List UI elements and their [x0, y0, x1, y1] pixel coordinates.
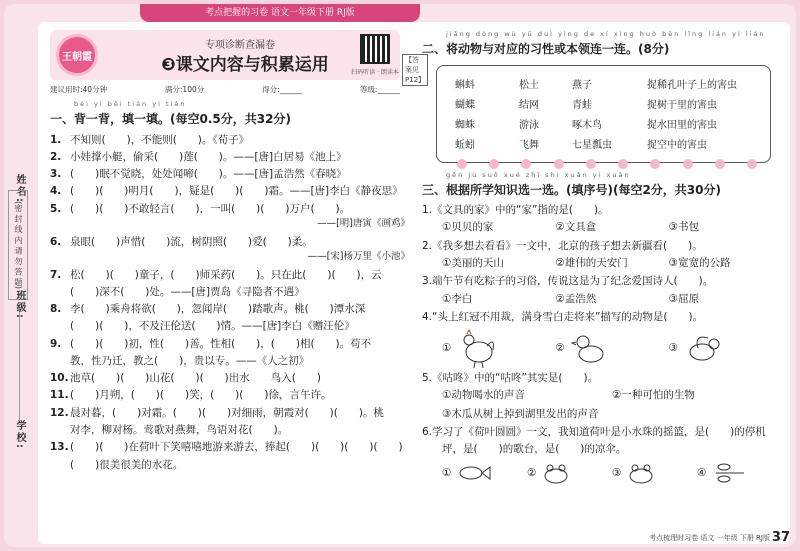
- option[interactable]: ③屈原: [668, 292, 700, 305]
- ability-column: [647, 76, 737, 156]
- question-text[interactable]: ( )( )初，性( )善。性相( )，( )相( )。苟不: [70, 337, 372, 350]
- section-title: 一、背一背，填一填。(每空0.5分，共32分): [50, 112, 291, 126]
- student-info-sidebar: [6, 170, 30, 550]
- rooster-icon: [457, 328, 497, 368]
- question-text[interactable]: ( )( )不敢轻言( )，一叫( )( )万户( )。: [70, 202, 351, 215]
- options: [442, 406, 782, 422]
- question: [50, 183, 410, 199]
- question-text[interactable]: ( )很美很美的水花。: [70, 458, 184, 471]
- option[interactable]: ③: [669, 330, 782, 366]
- section-pinyin: gēn jù suǒ xué zhī shi xuǎn yi xuǎn: [446, 170, 631, 179]
- question: 4.“头上红冠不用裁，满身雪白走将来”描写的动物是( )。: [422, 310, 704, 323]
- question: [50, 284, 410, 300]
- section-pinyin: bèi yi bèi tián yi tián: [74, 100, 187, 108]
- matching-box: [436, 65, 771, 163]
- score-field[interactable]: 得分:______: [262, 85, 303, 94]
- question: [50, 166, 410, 182]
- option[interactable]: ③木瓜从树上掉到湖里发出的声音: [442, 407, 599, 420]
- fish-icon: [457, 463, 491, 483]
- grade-field[interactable]: 等级:______: [359, 85, 400, 94]
- option[interactable]: ②: [527, 462, 612, 484]
- question: [50, 353, 410, 369]
- match-item[interactable]: 青蛙: [572, 99, 592, 111]
- options: [442, 219, 782, 235]
- match-item[interactable]: 蚯蚓: [455, 139, 475, 151]
- option[interactable]: ①动物喝水的声音: [442, 389, 525, 402]
- question: [50, 370, 410, 386]
- question-number: 2.: [50, 150, 62, 163]
- question-text[interactable]: ( )月朔，( )( )笑，( )( )徐，言午许。: [70, 389, 332, 402]
- question: [50, 439, 410, 455]
- answer-reference: 【答案见P12】: [402, 54, 428, 86]
- section-pinyin: jiāng dòng wù yǔ duì yìng de xí xìng huò běn lǐng lián yi lián: [446, 30, 766, 38]
- question-text[interactable]: ( )眠不觉晓，处处闻啼( )。——[唐]孟浩然《春晓》: [70, 168, 347, 181]
- match-item[interactable]: 蝌蚪: [455, 79, 475, 91]
- option[interactable]: ②一种可怕的生物: [612, 389, 695, 402]
- page-number: 37: [771, 530, 790, 545]
- question: 5.《咕咚》中的“咕咚”其实是( )。: [422, 372, 599, 385]
- question-text[interactable]: 松( )( )童子，( )师采药( )。只在此( )( )，云: [70, 268, 382, 281]
- question-number: 11.: [50, 389, 69, 402]
- match-item[interactable]: 捉树干里的害虫: [647, 99, 717, 111]
- animal-column: [455, 76, 475, 156]
- question: [50, 318, 410, 334]
- question-text[interactable]: ——[宋]杨万里《小池》: [307, 250, 410, 262]
- footer-text: 考点梳理时习卷 语文 一年级 下册 RJ版: [649, 534, 770, 542]
- question: [50, 405, 410, 421]
- question-number: [50, 284, 70, 300]
- question-text[interactable]: 对李，柳对杨。莺歌对燕舞，鸟语对花( )。: [70, 424, 289, 437]
- question: 6.学习了《荷叶圆圆》一文，我知道荷叶是小水珠的摇篮，是( )的停机: [422, 425, 766, 438]
- question-number: 1.: [50, 133, 62, 146]
- worksheet-header: [50, 30, 426, 84]
- question: [50, 267, 410, 283]
- option[interactable]: ③宽宽的公路: [668, 256, 731, 269]
- question-number: [50, 457, 70, 473]
- question-text[interactable]: 泉眼( )声惜( )流，树阴照( )爱( )柔。: [70, 235, 313, 248]
- question: [50, 422, 410, 438]
- question-text[interactable]: ( )深不( )处。——[唐]贾岛《寻隐者不遇》: [70, 285, 305, 298]
- option[interactable]: ①美丽的天山: [442, 256, 504, 269]
- option[interactable]: ③书包: [668, 221, 700, 234]
- exam-meta: [50, 84, 400, 95]
- frog-icon: [542, 462, 570, 484]
- option[interactable]: ①贝贝的家: [442, 221, 494, 234]
- question-text[interactable]: 晨对暮，( )对霜。( )( )对细雨，朝霞对( )( )。桃: [70, 406, 384, 419]
- question-source: [50, 250, 410, 265]
- question-number: 10.: [50, 372, 69, 385]
- suggested-time: 建议用时:40分钟: [50, 85, 108, 94]
- duckling-icon: [571, 330, 607, 366]
- habit-column: [519, 76, 539, 156]
- name-label: 姓名:: [14, 174, 25, 204]
- option[interactable]: ①: [442, 328, 555, 368]
- question-number: 6.: [50, 235, 62, 248]
- decoration: [457, 159, 757, 169]
- question: [50, 457, 410, 473]
- frog-icon: [627, 462, 655, 484]
- question-text[interactable]: ( )( )明月( )，疑是( )( )霜。——[唐]李白《静夜思》: [70, 185, 403, 198]
- option[interactable]: ③: [612, 462, 697, 484]
- question-number: 3.: [50, 168, 62, 181]
- option[interactable]: ④: [697, 462, 782, 484]
- header-subtitle: 专项诊断查漏卷: [205, 40, 275, 51]
- school-label: 学校:: [14, 420, 25, 450]
- match-item[interactable]: 啄木鸟: [572, 119, 602, 131]
- question-number: 13.: [50, 441, 69, 454]
- option[interactable]: ②文具盒: [555, 221, 597, 234]
- section-one: [50, 100, 410, 474]
- match-item[interactable]: 捉空中的害虫: [647, 139, 707, 151]
- question-text[interactable]: 不知则( )，不能则( )。《荀子》: [70, 133, 250, 146]
- question: 1.《文具的家》中的“家”指的是( )。: [422, 204, 609, 217]
- question: [50, 387, 410, 403]
- question-source: [50, 217, 410, 232]
- section-title: 三、根据所学知识选一选。(填序号)(每空2分，共30分): [422, 182, 721, 197]
- question-text[interactable]: ——[明]唐寅《画鸡》: [317, 217, 410, 229]
- seal-line-note: (密 封 线 内 请 勿 答 题): [8, 190, 28, 300]
- question-text[interactable]: ( )( )在荷叶下笑嘻嘻地游来游去，捧起( )( )( )( ): [70, 441, 403, 454]
- match-item[interactable]: 飞舞: [519, 139, 539, 151]
- picture-options: [442, 458, 782, 488]
- question-text[interactable]: ( )( )，不及汪伦送( )情。——[唐]李白《赠汪伦》: [70, 320, 355, 333]
- question-number: [50, 318, 70, 334]
- qr-code-icon[interactable]: [360, 34, 390, 64]
- class-label: 班级:: [14, 290, 25, 320]
- option[interactable]: ②孟浩然: [555, 292, 597, 305]
- options: [442, 291, 782, 307]
- bird-icon: [684, 330, 724, 366]
- full-score: 满分:100分: [164, 85, 205, 94]
- option[interactable]: ②: [555, 330, 668, 366]
- question-number: 9.: [50, 337, 62, 350]
- question: [50, 201, 410, 217]
- divider: [19, 330, 20, 420]
- question-number: [50, 422, 70, 438]
- match-item[interactable]: 蜘蛛: [455, 119, 475, 131]
- match-item[interactable]: 捉稀孔叶子上的害虫: [647, 79, 737, 91]
- question-text[interactable]: 池草( )( )山花( )( )出水 鸟入( ): [70, 372, 321, 385]
- question-list: [50, 132, 410, 473]
- option[interactable]: ①李白: [442, 292, 473, 305]
- dragonfly-icon: [712, 462, 746, 484]
- options: [442, 387, 782, 403]
- question: [50, 336, 410, 352]
- question-number: [50, 353, 70, 369]
- match-item[interactable]: 松土: [519, 79, 539, 91]
- match-item[interactable]: 燕子: [572, 79, 592, 91]
- brand-logo: 王朝霞: [56, 34, 98, 76]
- match-item[interactable]: 游泳: [519, 119, 539, 131]
- question: [50, 132, 410, 148]
- question: 3.端午节有吃粽子的习俗，传说这是为了纪念爱国诗人( )。: [422, 275, 714, 288]
- right-column: [422, 30, 782, 488]
- page-title: ❸课文内容与积累运用: [161, 55, 329, 75]
- top-banner: 考点把握的习卷 语文一年级下册 RJ版: [140, 4, 420, 22]
- question-text[interactable]: 李( )乘舟将欲( )，忽闻岸( )踏歌声。桃( )潭水深: [70, 303, 366, 316]
- picture-options: [442, 326, 782, 370]
- match-item[interactable]: 捉水田里的害虫: [647, 119, 717, 131]
- question: [50, 301, 410, 317]
- question: [50, 234, 410, 250]
- qr-label: 扫码听读 · 朗读本: [351, 69, 399, 76]
- match-item[interactable]: 七星瓢虫: [572, 139, 612, 151]
- question-number: 7.: [50, 268, 62, 281]
- question-text[interactable]: 小娃撑小艇，偷采( )莲( )。——[唐]白居易《池上》: [70, 150, 347, 163]
- question: [50, 149, 410, 165]
- options: [442, 255, 782, 271]
- option[interactable]: ②雄伟的天安门: [555, 256, 628, 269]
- animal-column-2: [572, 76, 612, 156]
- match-item[interactable]: 结网: [519, 99, 539, 111]
- question-number: 5.: [50, 202, 62, 215]
- question-continued: 坪，是( )的歌台，是( )的凉伞。: [442, 443, 627, 456]
- match-item[interactable]: 蝴蝶: [455, 99, 475, 111]
- option[interactable]: ①: [442, 463, 527, 483]
- question-number: 4.: [50, 185, 62, 198]
- section-title: 二、将动物与对应的习性或本领连一连。(8分): [422, 42, 670, 56]
- question-number: 12.: [50, 406, 69, 419]
- question: 2.《我多想去看看》一文中，北京的孩子想去新疆看( )。: [422, 239, 703, 252]
- question-text[interactable]: 教，性乃迁，教之( )，贵以专。——《人之初》: [70, 354, 310, 367]
- question-number: 8.: [50, 303, 62, 316]
